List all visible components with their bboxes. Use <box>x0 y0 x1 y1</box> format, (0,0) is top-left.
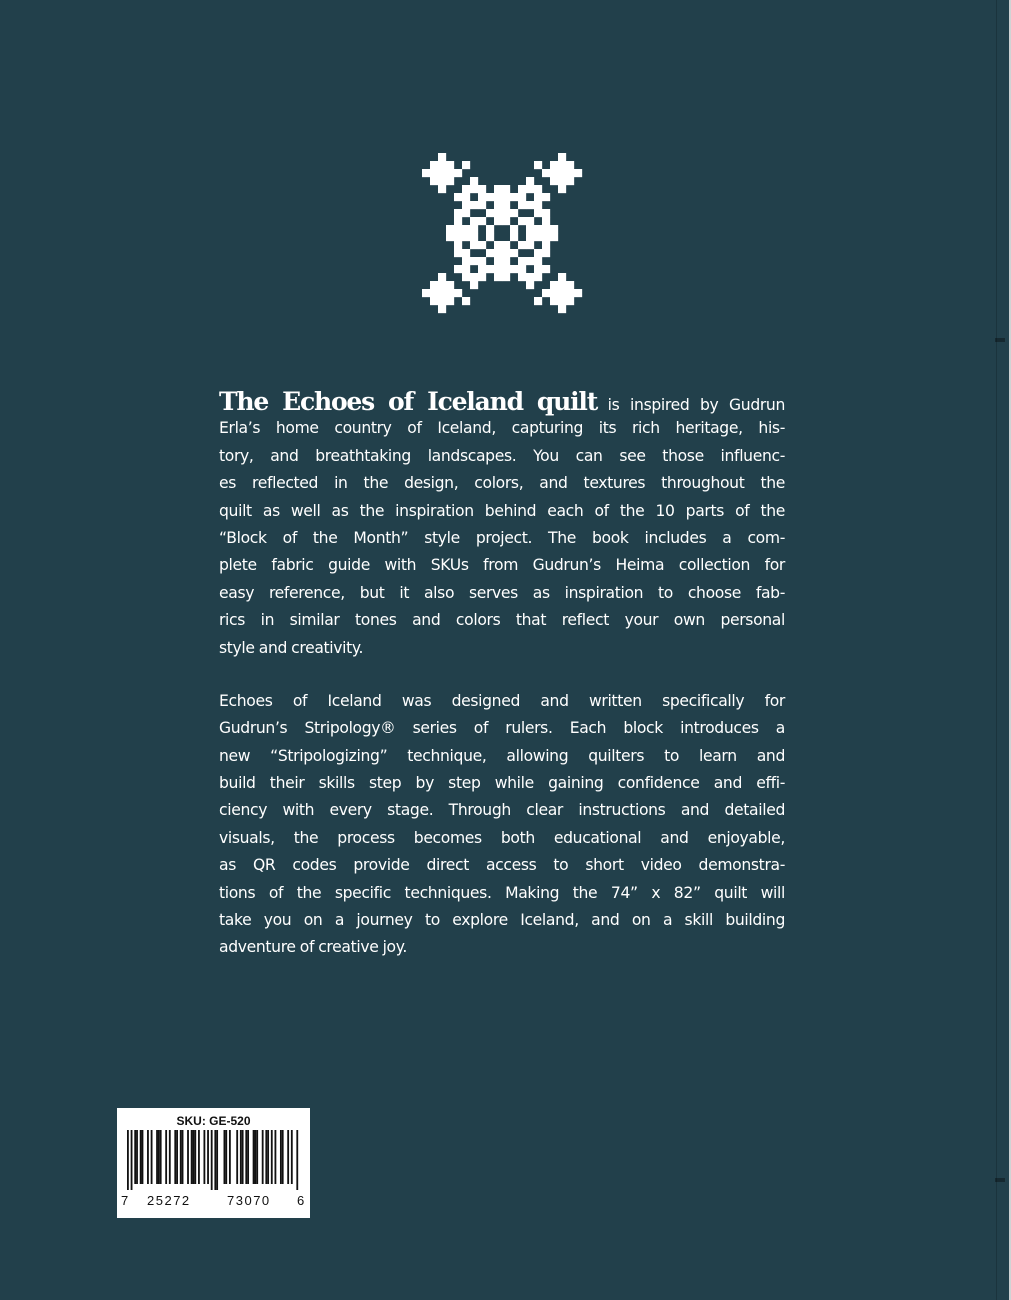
spine-line <box>996 0 997 1300</box>
description-line: build their skills step by step while gaining confidence and effi- <box>219 774 785 793</box>
description-line: tory, and breathtaking landscapes. You can see those influenc- <box>219 446 785 465</box>
sku-label: SKU: GE-520 <box>176 1114 251 1128</box>
description-line: style and creativity. <box>219 638 364 657</box>
barcode-digits-right: 73070 <box>227 1193 271 1208</box>
description-line: visuals, the process becomes both educational and enjoyable, <box>219 828 785 847</box>
description-line: Gudrun’s Stripology® series of rulers. Each block introduces a <box>219 719 785 738</box>
description-line: Echoes of Iceland was designed and written specifically for <box>219 691 785 710</box>
spine-mark <box>995 1178 1005 1182</box>
description-line: “Block of the Month” style project. The book includes a com- <box>219 528 785 547</box>
description-line: rics in similar tones and colors that reflect your own personal <box>219 611 785 630</box>
barcode-digits-left: 25272 <box>147 1193 191 1208</box>
description-line <box>219 388 785 415</box>
description-line: es reflected in the design, colors, and textures throughout the <box>219 474 785 493</box>
description-line: Erla’s home country of Iceland, capturing its rich heritage, his- <box>219 419 785 438</box>
barcode-digit-last: 6 <box>297 1193 306 1208</box>
barcode-icon <box>127 1130 300 1190</box>
description-line: tions of the specific techniques. Making the 74” x 82” quilt will <box>219 883 785 902</box>
description-block <box>219 388 785 962</box>
paragraph-gap <box>219 662 785 688</box>
description-line: ciency with every stage. Through clear instructions and detailed <box>219 801 785 820</box>
description-lead: The Echoes of Iceland quilt <box>219 387 598 416</box>
description-line: new “Stripologizing” technique, allowing quilters to learn and <box>219 746 785 765</box>
description-line: plete fabric guide with SKUs from Gudrun’s Heima collection for <box>219 556 785 575</box>
description-line: easy reference, but it also serves as inspiration to choose fab- <box>219 583 785 602</box>
icelandic-snowflake-quilt-block-icon <box>406 137 598 329</box>
description-line: take you on a journey to explore Iceland, and on a skill building <box>219 911 785 930</box>
description-line: as QR codes provide direct access to short video demonstra- <box>219 856 785 875</box>
spine-mark <box>995 338 1005 342</box>
description-line: quilt as well as the inspiration behind each of the 10 parts of the <box>219 501 785 520</box>
description-line-text: is inspired by Gudrun <box>597 396 785 414</box>
barcode-label <box>117 1108 310 1218</box>
description-line: adventure of creative joy. <box>219 938 408 957</box>
barcode-digit-first: 7 <box>121 1193 130 1208</box>
